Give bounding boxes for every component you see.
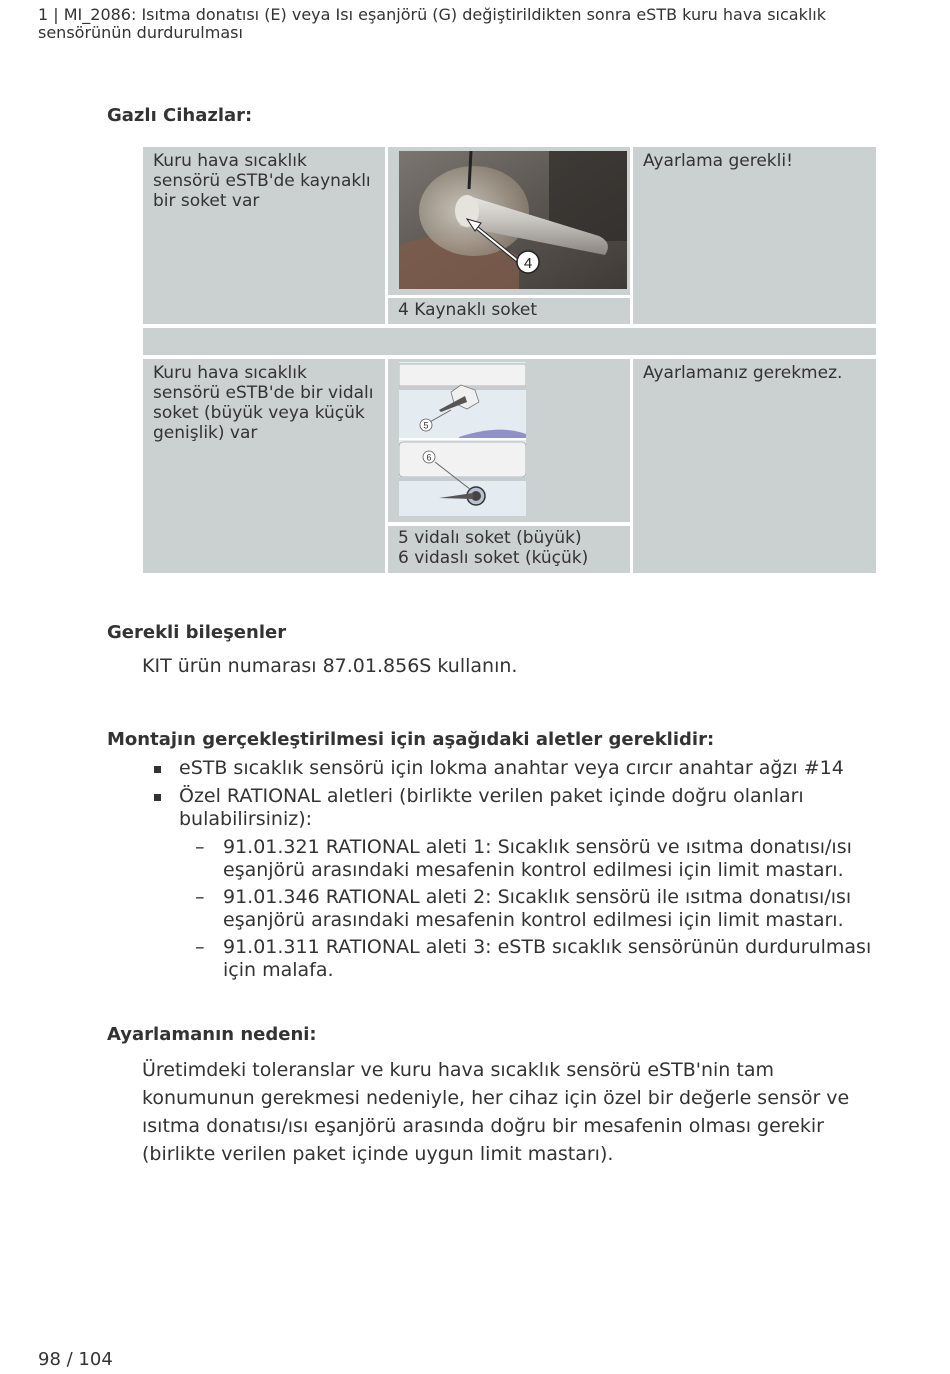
table-row2-result: Ayarlamanız gerekmez. — [633, 359, 876, 573]
bullet-marker — [154, 766, 161, 773]
table-row2-caption — [388, 526, 630, 573]
welded-socket-photo — [399, 151, 627, 289]
table-spacer-row — [143, 328, 876, 355]
tool-bullet-special-tools: Özel RATIONAL aletleri (birlikte verilen paket içinde doğru olanları bulabilirsiniz): — [179, 785, 804, 830]
callout-6-label: 6 — [426, 452, 432, 463]
section-heading-components: Gerekli bileşenler — [107, 622, 287, 643]
screwed-socket-drawing — [399, 362, 526, 516]
sub-list-item — [150, 886, 880, 932]
dash-marker: – — [195, 936, 205, 958]
tool-2-description: 91.01.346 RATIONAL aleti 2: Sıcaklık sensörü ile ısıtma donatısı/ısı eşanjörü arasındaki mesafenin kontrol edilmesi için limit mastarı. — [223, 886, 852, 931]
bullet-marker — [154, 794, 161, 801]
section-heading-reason: Ayarlamanın nedeni: — [107, 1024, 317, 1045]
table-row1-description: Kuru hava sıcaklık sensörü eSTB'de kaynaklı bir soket var — [143, 147, 385, 324]
caption-large-socket: 5 vidalı soket (büyük) — [398, 528, 582, 548]
tool-3-description: 91.01.311 RATIONAL aleti 3: eSTB sıcaklık sensörünün durdurulması için malafa. — [223, 936, 872, 981]
document-header: 1 | MI_2086: Isıtma donatısı (E) veya Isı eşanjörü (G) değiştirildikten sonra eSTB kuru hava sıcaklık sensörünün durdurulması — [38, 5, 826, 42]
welded-socket-illustration — [399, 151, 627, 289]
reason-text: Üretimdeki toleranslar ve kuru hava sıcaklık sensörü eSTB'nin tam konumunun gerekmesi nedeniyle, her cihaz için özel bir değerle sensör ve ısıtma donatısı/ısı eşanjörü arasında doğru bir mesafenin olması gerekir (birlikte verilen paket içinde uygun limit mastarı). — [142, 1059, 850, 1165]
table-row1-result: Ayarlama gerekli! — [633, 147, 876, 324]
callout-4-label: 4 — [523, 255, 533, 272]
list-item — [150, 757, 880, 780]
table-row2-image-cell — [388, 359, 630, 522]
table-row2-description: Kuru hava sıcaklık sensörü eSTB'de bir vidalı soket (büyük veya küçük genişlik) var — [143, 359, 385, 573]
dash-marker: – — [195, 836, 205, 858]
page-number: 98 / 104 — [38, 1349, 113, 1370]
dash-marker: – — [195, 886, 205, 908]
caption-small-socket: 6 vidaslı soket (küçük) — [398, 548, 589, 568]
tool-bullet-socket-wrench: eSTB sıcaklık sensörü için lokma anahtar veya cırcır anahtar ağzı #14 — [179, 757, 844, 779]
tool-1-description: 91.01.321 RATIONAL aleti 1: Sıcaklık sensörü ve ısıtma donatısı/ısı eşanjörü arasındaki mesafenin kontrol edilmesi için limit mastarı. — [223, 836, 852, 881]
components-text: KIT ürün numarası 87.01.856S kullanın. — [142, 655, 518, 677]
callout-5-label: 5 — [423, 420, 429, 431]
table-row1-caption: 4 Kaynaklı soket — [388, 298, 630, 324]
list-item — [150, 785, 880, 831]
sub-list-item — [150, 936, 880, 982]
tools-list — [150, 757, 880, 986]
sub-list-item — [150, 836, 880, 882]
screwed-socket-illustration — [399, 362, 526, 516]
section-heading-gas-devices: Gazlı Cihazlar: — [107, 105, 253, 126]
table-row1-image-cell — [388, 147, 630, 295]
section-heading-tools: Montajın gerçekleştirilmesi için aşağıdaki aletler gereklidir: — [107, 729, 715, 750]
